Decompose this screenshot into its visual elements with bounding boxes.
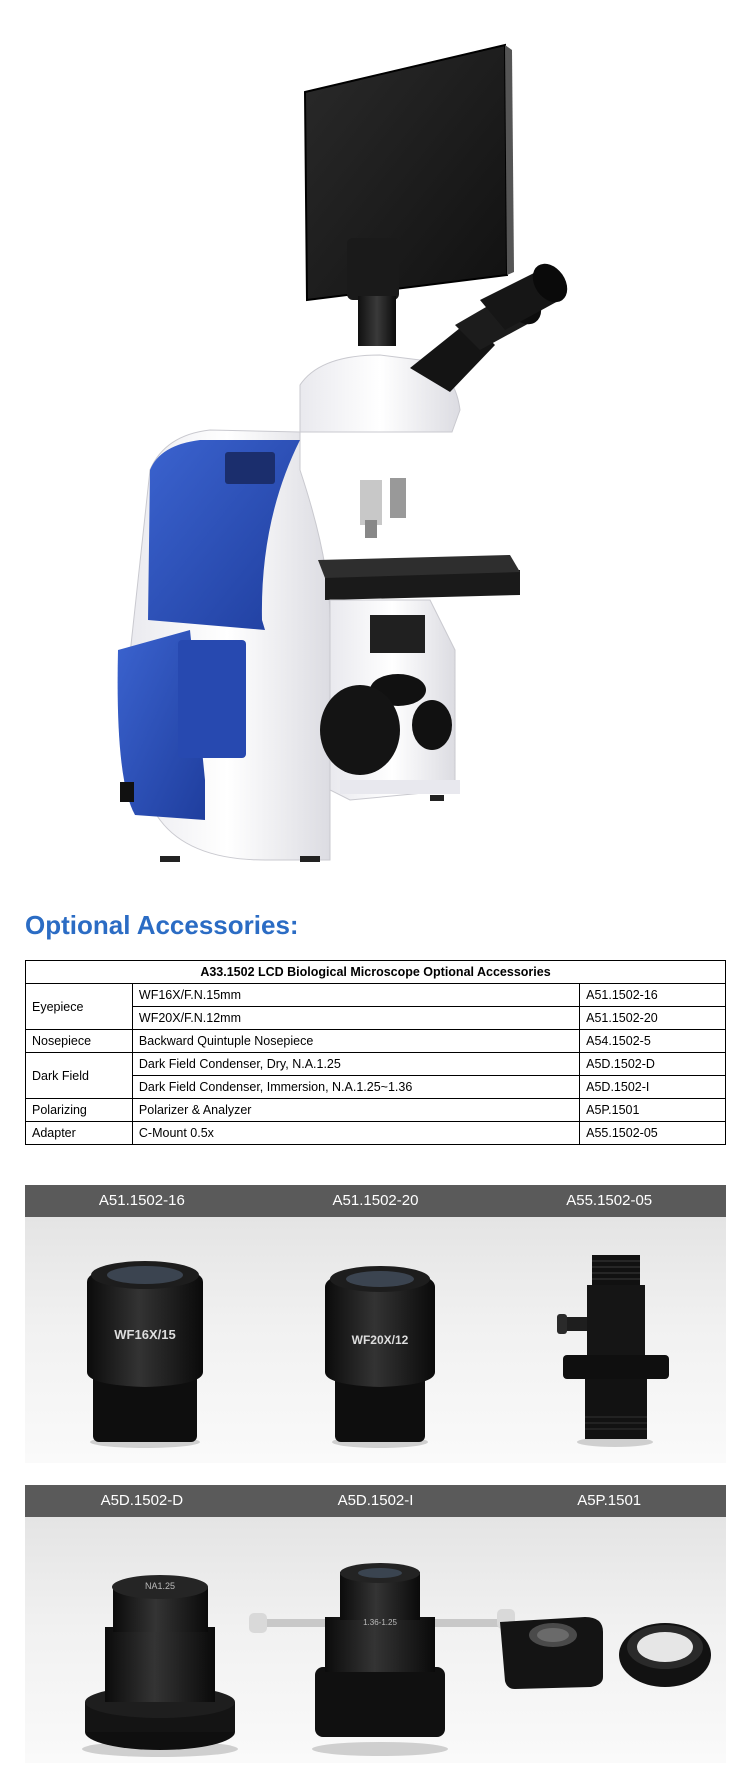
item-cell: Backward Quintuple Nosepiece — [132, 1030, 579, 1053]
eyepiece-wf16x-photo — [87, 1261, 203, 1448]
table-row — [26, 1099, 726, 1122]
darkfield-condenser-immersion-photo — [249, 1563, 515, 1756]
microscope-illustration — [0, 0, 750, 890]
item-cell: Dark Field Condenser, Dry, N.A.1.25 — [132, 1053, 579, 1076]
category-cell: Polarizing — [26, 1099, 133, 1122]
polarizer-slider-photo — [500, 1617, 603, 1689]
table-caption: A33.1502 LCD Biological Microscope Optional Accessories — [26, 961, 726, 984]
table-row — [26, 984, 726, 1007]
svg-text:1.36-1.25: 1.36-1.25 — [363, 1618, 397, 1627]
accessory-label: A5D.1502-D — [100, 1492, 184, 1509]
code-cell: A5D.1502-D — [580, 1053, 726, 1076]
table-caption-row — [26, 961, 726, 984]
table-row — [26, 1030, 726, 1053]
accessory-photo-area — [25, 1217, 726, 1463]
code-cell: A51.1502-16 — [580, 984, 726, 1007]
accessory-photo-panel-2 — [25, 1485, 726, 1763]
svg-text:WF20X/12: WF20X/12 — [351, 1333, 409, 1347]
microscope-product-image — [0, 0, 750, 890]
code-cell: A55.1502-05 — [580, 1122, 726, 1145]
code-cell: A51.1502-20 — [580, 1007, 726, 1030]
accessory-label: A5D.1502-I — [337, 1492, 414, 1509]
accessory-label: A55.1502-05 — [566, 1192, 653, 1209]
item-cell: Dark Field Condenser, Immersion, N.A.1.25~1.36 — [132, 1076, 579, 1099]
analyzer-ring-photo — [619, 1623, 711, 1687]
lcd-screen — [305, 45, 507, 300]
panel-label-bar — [25, 1485, 726, 1517]
accessory-photo-panel-1 — [25, 1185, 726, 1463]
panel-label-bar — [25, 1185, 726, 1217]
accessories-table — [25, 960, 726, 1145]
item-cell: WF16X/F.N.15mm — [132, 984, 579, 1007]
eyepiece-wf20x-photo — [325, 1266, 435, 1448]
category-cell: Nosepiece — [26, 1030, 133, 1053]
accessory-label: A51.1502-20 — [332, 1192, 419, 1209]
category-cell: Eyepiece — [26, 984, 133, 1030]
accessory-label: A5P.1501 — [577, 1492, 642, 1509]
section-title: Optional Accessories: — [25, 910, 299, 940]
item-cell: C-Mount 0.5x — [132, 1122, 579, 1145]
accessory-label: A51.1502-16 — [98, 1192, 185, 1209]
c-mount-adapter-photo — [557, 1255, 669, 1447]
accessory-photo-area — [25, 1517, 726, 1763]
darkfield-condenser-dry-photo — [82, 1575, 238, 1757]
svg-text:NA1.25: NA1.25 — [144, 1581, 176, 1591]
svg-text:WF16X/15: WF16X/15 — [114, 1327, 176, 1342]
item-cell: WF20X/F.N.12mm — [132, 1007, 579, 1030]
category-cell: Adapter — [26, 1122, 133, 1145]
table-row — [26, 1053, 726, 1076]
category-cell: Dark Field — [26, 1053, 133, 1099]
code-cell: A54.1502-5 — [580, 1030, 726, 1053]
item-cell: Polarizer & Analyzer — [132, 1099, 579, 1122]
table-row — [26, 1122, 726, 1145]
code-cell: A5P.1501 — [580, 1099, 726, 1122]
code-cell: A5D.1502-I — [580, 1076, 726, 1099]
